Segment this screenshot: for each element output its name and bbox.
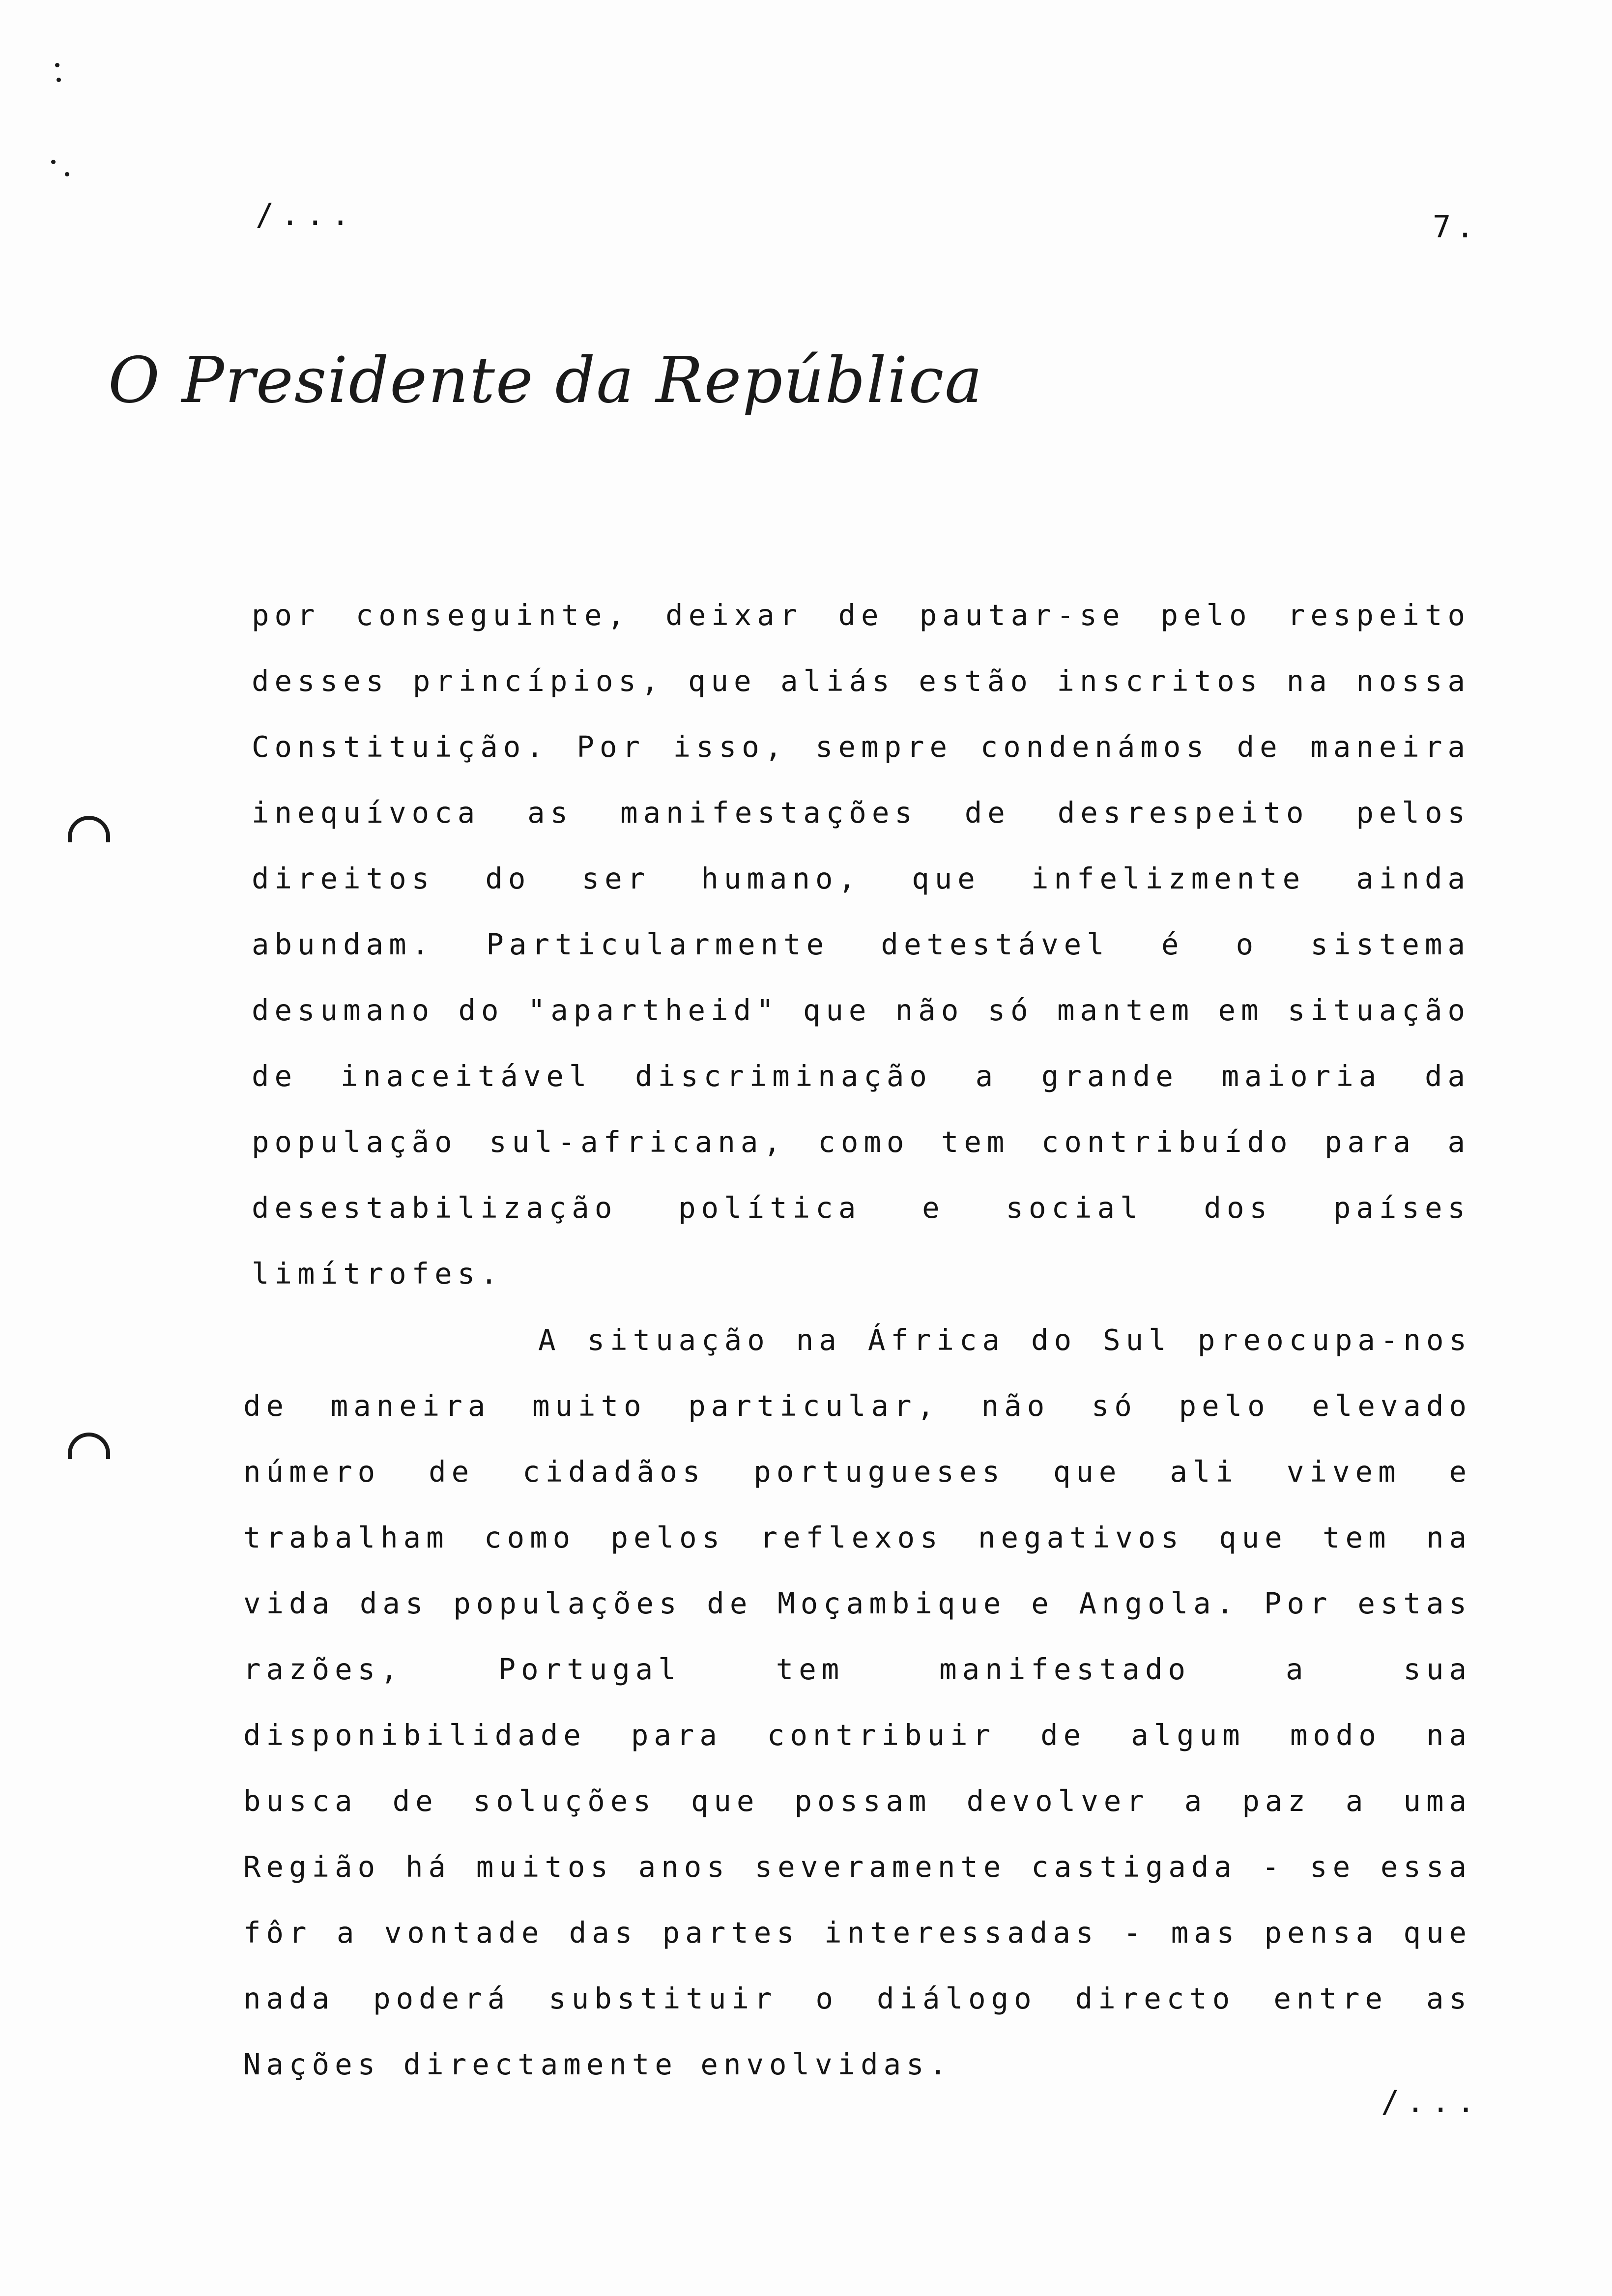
continuation-marker-top: /...: [256, 197, 357, 232]
punch-hole-mark: [68, 1433, 110, 1459]
body-paragraph-1: por conseguinte, deixar de pautar-se pelo respeito desses princípios, que aliás estão inscritos na nossa Constituição. Por isso, sempre condenámos de maneira inequívoca as manifestações de desrespeito pelos direitos do ser humano, que infelizmente ainda abundam. Particularmente detestável é o sistema desumano do "apartheid" que não só mantem em situação de inaceitável discriminação a grande maioria da população sul-africana, como tem contribuído para a desestabilização política e social dos países limítrofes.: [252, 598, 1470, 1291]
punch-hole-mark: [68, 816, 110, 842]
letterhead-title: O Presidente da República: [108, 344, 983, 417]
body-paragraph-2: A situação na África do Sul preocupa-nos de maneira muito particular, não só pelo elevado número de cidadãos portugueses que ali vivem e trabalham como pelos reflexos negativos que tem na vida das populações de Moçambique e Angola. Por estas razões, Portugal tem manifestado a sua disponibilidade para contribuir de algum modo na busca de soluções que possam devolver a paz a uma Região há muitos anos severamente castigada - se essa fôr a vontade das partes interessadas - mas pensa que nada poderá substituir o diálogo directo entre as Nações directamente envolvidas.: [243, 1323, 1472, 2081]
scan-speck: [65, 172, 69, 176]
scan-speck: [51, 160, 56, 164]
scan-speck: [55, 63, 59, 67]
continuation-marker-bottom: /...: [1381, 2084, 1482, 2120]
scan-speck: [57, 78, 61, 82]
page-number: 7.: [1433, 209, 1479, 245]
